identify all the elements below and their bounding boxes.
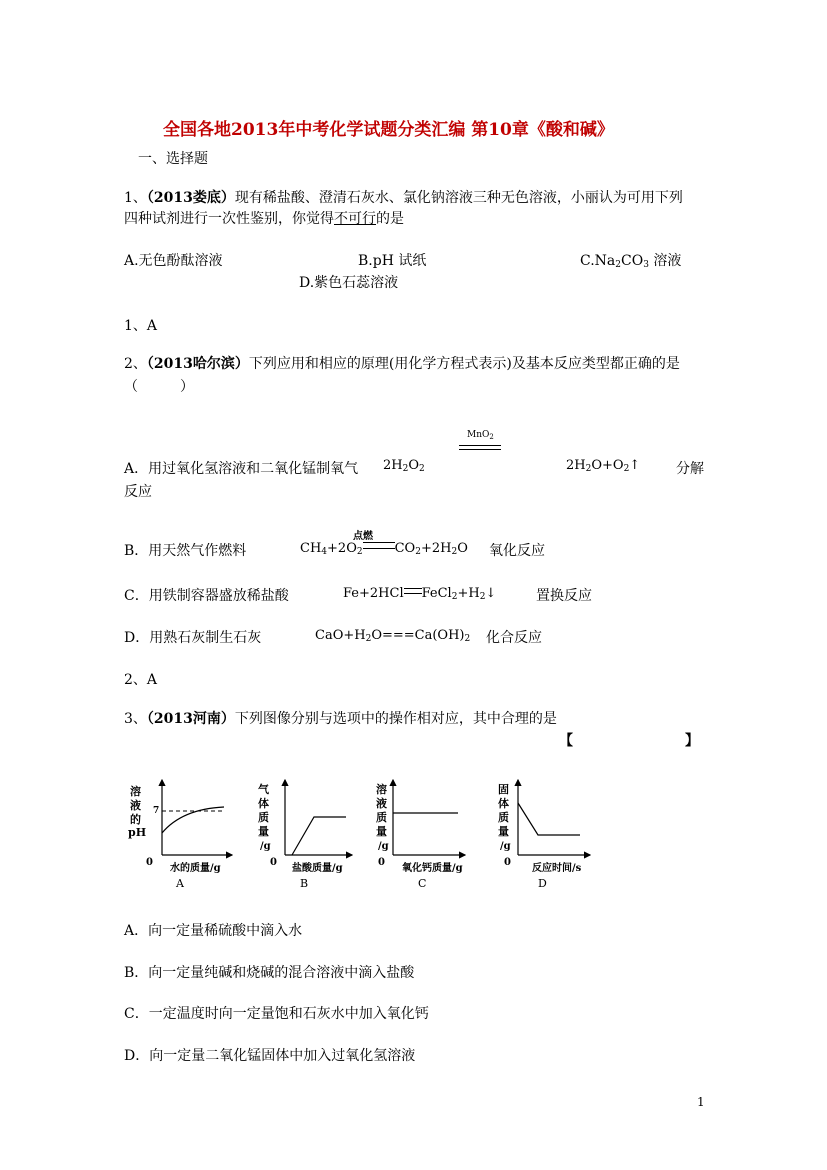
q2-answer: 2、A	[124, 672, 158, 688]
q2-b-eq-b: +2O	[327, 541, 357, 556]
q2-option-c-equation	[343, 586, 496, 602]
graph-a-origin: 0	[146, 857, 153, 868]
q1-option-c	[580, 250, 681, 270]
q3-answer-bracket: 【 】	[559, 733, 699, 749]
graph-d-xlabel: 反应时间/s	[532, 863, 582, 874]
page-number: 1	[697, 1095, 705, 1109]
q1-line1	[124, 187, 683, 207]
q2-b-eq-sub1: 4	[321, 547, 328, 557]
q3-option-d: D．向一定量二氧化锰固体中加入过氧化氢溶液	[124, 1048, 416, 1064]
q2-d-eq-b: O===Ca(OH)	[371, 628, 465, 643]
q1-option-d: D.紫色石蕊溶液	[299, 275, 399, 291]
graph-c-xlabel: 氧化钙质量/g	[402, 863, 463, 874]
graph-b-letter: B	[300, 877, 309, 890]
graph-c-ylabel-5: /g	[378, 841, 389, 852]
graph-b-ylabel-4: 量	[258, 825, 269, 838]
q2-a-catalyst-a: MnO	[467, 430, 490, 440]
q2-option-a-type1: 分解	[676, 461, 704, 477]
graph-a-ylabel-1: 溶	[130, 785, 141, 798]
q2-b-eq-e: O	[457, 541, 468, 556]
q2-stem-1: 下列应用和相应的原理(用化学方程式表示)及基本反应类型都正确的是	[248, 356, 680, 372]
q1-option-c-b: CO	[621, 253, 644, 269]
q2-a-right-sub2: 2	[623, 464, 630, 474]
q2-line1	[124, 353, 680, 373]
q2-b-eq-c: CO	[394, 541, 416, 556]
q1-stem-underlined: 不可行	[334, 211, 376, 227]
q1-answer: 1、A	[124, 318, 158, 334]
graph-b-ylabel-3: 质	[258, 811, 269, 824]
graph-d-ylabel-5: /g	[500, 841, 511, 852]
graph-b-ylabel-2: 体	[258, 797, 269, 810]
q2-b-eq-sub4: 2	[451, 547, 458, 557]
graph-d-letter: D	[538, 877, 547, 890]
q2-option-a-product	[566, 458, 640, 474]
q2-a-eq-line-top	[459, 445, 501, 446]
q2-option-d-type: 化合反应	[486, 630, 542, 646]
q2-a-left-b: O	[408, 458, 420, 473]
q2-option-d-text: D．用熟石灰制生石灰	[124, 630, 262, 646]
q2-c-eq-sub2: 2	[479, 592, 486, 602]
graph-b-xlabel: 盐酸质量/g	[292, 863, 343, 874]
q2-a-left-sub2: 2	[419, 464, 425, 474]
q3-graphs	[120, 775, 610, 895]
q2-d-eq-sub1: 2	[365, 634, 372, 644]
graph-d-ylabel-3: 质	[498, 811, 509, 824]
q3-option-b: B．向一定量纯碱和烧碱的混合溶液中滴入盐酸	[124, 965, 415, 981]
graph-c-ylabel-1: 溶	[376, 783, 387, 796]
graph-a-ylabel-4: pH	[128, 826, 147, 839]
q2-option-a-reactant	[383, 458, 425, 474]
q2-d-eq-sub2: 2	[464, 634, 471, 644]
graph-d-origin: 0	[504, 857, 511, 868]
q2-b-eq-a: CH	[300, 541, 322, 556]
q2-a-right-c: ↑	[629, 458, 641, 473]
q1-option-b: B.pH 试纸	[358, 253, 427, 269]
graph-a-ylabel-3: 的	[130, 813, 141, 826]
q2-b-eq-d: +2H	[420, 541, 452, 556]
q3-source: （2013河南）	[146, 711, 235, 727]
q2-option-d-equation	[315, 628, 470, 644]
q2-d-eq-a: CaO+H	[315, 628, 366, 643]
graph-a-xlabel: 水的质量/g	[170, 863, 221, 874]
q2-a-catalyst-sub: 2	[489, 433, 494, 441]
q2-a-right-a: 2H	[566, 458, 586, 473]
q1-option-c-sub1: 2	[615, 260, 621, 270]
graph-c	[376, 780, 465, 890]
graph-c-ylabel-2: 液	[376, 797, 387, 810]
graph-b-ylabel-1: 气	[258, 783, 269, 796]
document-title: 全国各地2013年中考化学试题分类汇编 第10章《酸和碱》	[163, 120, 614, 140]
q3-stem: 下列图像分别与选项中的操作相对应，其中合理的是	[234, 711, 557, 727]
q2-option-b-text: B．用天然气作燃料	[124, 543, 247, 559]
q2-c-eq-c: +H	[457, 586, 480, 601]
q3-line1	[124, 708, 557, 728]
q2-option-b-type: 氧化反应	[489, 543, 545, 559]
q2-c-eq-sign	[404, 588, 422, 594]
graph-a	[128, 780, 232, 890]
q1-line2	[124, 208, 404, 228]
graph-b-origin: 0	[270, 857, 277, 868]
q2-option-a-text: A．用过氧化氢溶液和二氧化锰制氧气	[124, 461, 359, 477]
q2-c-eq-a: Fe+2HCl	[343, 586, 404, 601]
q1-source: （2013娄底）	[146, 190, 235, 206]
q2-a-left-a: 2H	[383, 458, 403, 473]
graph-d-ylabel-4: 量	[498, 825, 509, 838]
graph-a-tick-7: 7	[153, 806, 160, 816]
q1-number: 1、	[124, 190, 147, 206]
graph-c-letter: C	[418, 877, 427, 890]
q1-option-c-a: C.Na	[580, 253, 616, 269]
graph-b-ylabel-5: /g	[260, 841, 271, 852]
q1-stem-2a: 四种试剂进行一次性鉴别，你觉得	[124, 211, 334, 227]
q2-option-b-equation	[300, 541, 468, 557]
section-heading: 一、选择题	[138, 151, 208, 167]
q2-c-eq-sub1: 2	[451, 592, 458, 602]
q2-option-c-text: C．用铁制容器盛放稀盐酸	[124, 588, 289, 604]
q2-a-right-b: O+O	[591, 458, 624, 473]
graph-c-ylabel-4: 量	[376, 825, 387, 838]
q3-number: 3、	[124, 711, 147, 727]
q2-b-eq-sub2: 2	[356, 547, 363, 557]
q3-option-a: A．向一定量稀硫酸中滴入水	[124, 923, 303, 939]
q2-c-eq-b: FeCl	[421, 586, 452, 601]
q2-source: （2013哈尔滨）	[146, 356, 249, 372]
graph-b	[258, 780, 352, 890]
graph-d	[498, 780, 590, 890]
graph-b-curve	[292, 817, 346, 855]
q1-option-a: A.无色酚酞溶液	[124, 253, 223, 269]
graph-a-letter: A	[176, 877, 184, 890]
q2-a-catalyst	[467, 430, 494, 441]
q2-a-left-sub1: 2	[402, 464, 409, 474]
q2-a-right-sub1: 2	[585, 464, 592, 474]
graph-c-ylabel-3: 质	[376, 811, 387, 824]
q1-option-c-c: 溶液	[648, 253, 682, 269]
q2-b-eq-sign	[363, 542, 395, 549]
q2-stem-2: （ ）	[124, 379, 194, 395]
q1-stem-1: 现有稀盐酸、澄清石灰水、氯化钠溶液三种无色溶液，小丽认为可用下列	[234, 190, 683, 206]
q2-c-eq-d: ↓	[485, 586, 497, 601]
q2-b-eq-sub3: 2	[415, 547, 421, 557]
graph-a-ylabel-2: 液	[130, 799, 141, 812]
q1-option-c-sub2: 3	[643, 260, 649, 270]
q3-option-c: C．一定温度时向一定量饱和石灰水中加入氧化钙	[124, 1006, 429, 1022]
graph-d-ylabel-1: 固	[498, 783, 509, 796]
q2-option-a-type2: 反应	[124, 484, 152, 500]
q1-stem-2b: 的是	[376, 211, 404, 227]
graph-c-origin: 0	[378, 857, 385, 868]
q2-b-condition: 点燃	[353, 531, 373, 542]
graph-d-curve	[518, 803, 580, 835]
q2-number: 2、	[124, 356, 147, 372]
q2-a-eq-line-bottom	[459, 449, 501, 450]
graph-d-ylabel-2: 体	[498, 797, 509, 810]
q2-option-c-type: 置换反应	[536, 588, 592, 604]
